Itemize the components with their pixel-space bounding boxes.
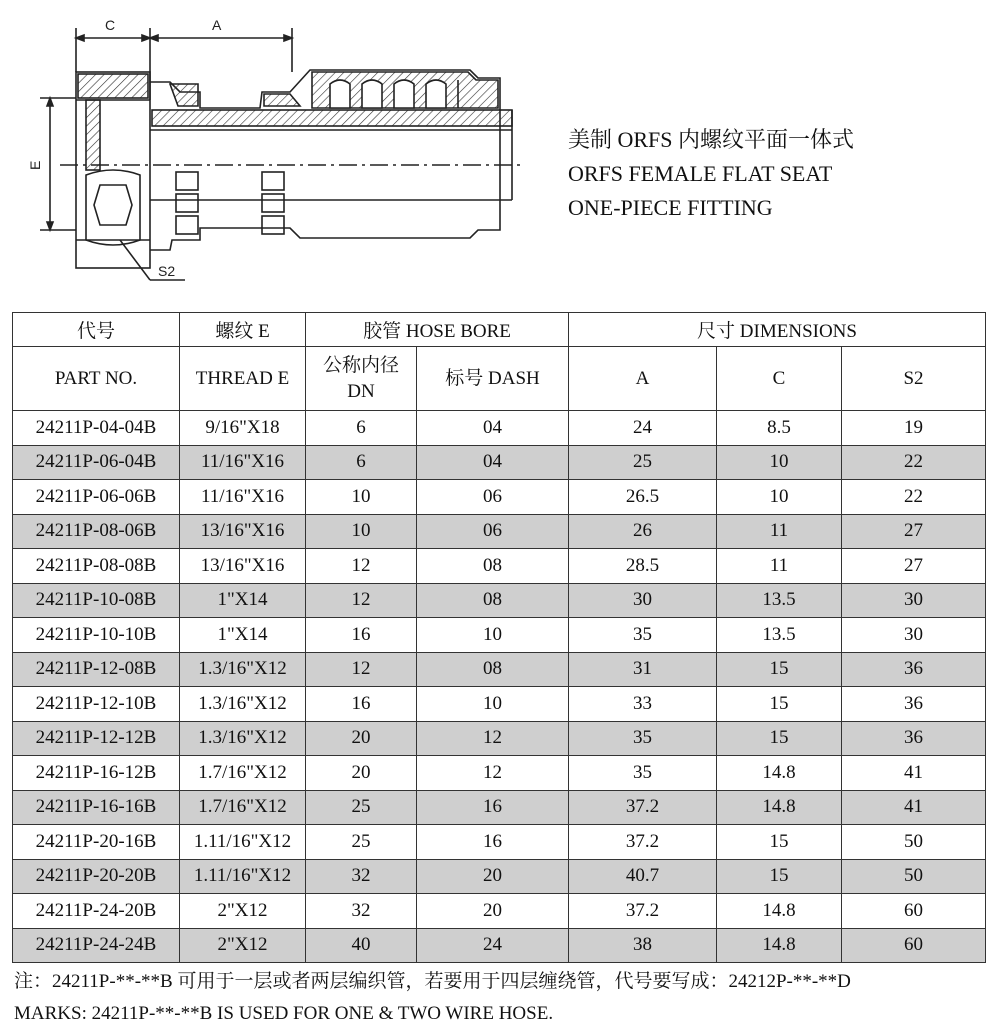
dash-cell: 04 [417, 411, 569, 446]
dash-cell: 16 [417, 790, 569, 825]
dim-c-cell: 14.8 [717, 928, 842, 963]
thread-cell: 11/16"X16 [180, 445, 306, 480]
dn-cell: 12 [306, 652, 417, 687]
table-row [13, 480, 986, 515]
header-part-no: PART NO. [13, 347, 180, 411]
dim-c-cell: 15 [717, 652, 842, 687]
dn-cell: 32 [306, 859, 417, 894]
table-row [13, 721, 986, 756]
dash-cell: 10 [417, 618, 569, 653]
dim-a-cell: 26.5 [569, 480, 717, 515]
dim-s2-cell: 27 [842, 549, 986, 584]
header-dn [306, 347, 417, 411]
dn-cell: 6 [306, 445, 417, 480]
dim-a-cell: 35 [569, 721, 717, 756]
dn-cell: 16 [306, 687, 417, 722]
note-chinese: 注：24211P-**-**B 可用于一层或者两层编织管，若要用于四层缠绕管，代号要写成：24212P-**-**D [14, 971, 851, 992]
dn-cell: 10 [306, 514, 417, 549]
dim-a-cell: 28.5 [569, 549, 717, 584]
header-a: A [569, 347, 717, 411]
header-dn-code: DN [347, 380, 375, 402]
part-no-cell: 24211P-10-08B [13, 583, 180, 618]
dn-cell: 12 [306, 583, 417, 618]
dim-label-c: C [105, 17, 116, 33]
dim-s2-cell: 22 [842, 480, 986, 515]
part-no-cell: 24211P-10-10B [13, 618, 180, 653]
part-no-cell: 24211P-20-20B [13, 859, 180, 894]
dash-cell: 08 [417, 652, 569, 687]
dn-cell: 40 [306, 928, 417, 963]
dim-s2-cell: 50 [842, 859, 986, 894]
dim-s2-cell: 50 [842, 825, 986, 860]
thread-cell: 1"X14 [180, 618, 306, 653]
dim-c-cell: 15 [717, 721, 842, 756]
spec-table-body [13, 411, 986, 963]
dash-cell: 20 [417, 859, 569, 894]
dim-label-e: E [27, 160, 43, 170]
dim-a-cell: 30 [569, 583, 717, 618]
part-no-cell: 24211P-24-24B [13, 928, 180, 963]
table-row [13, 756, 986, 791]
dim-c-cell: 10 [717, 480, 842, 515]
thread-cell: 1.11/16"X12 [180, 825, 306, 860]
column-header-row [13, 347, 986, 411]
dim-a-cell: 35 [569, 618, 717, 653]
table-row [13, 928, 986, 963]
thread-cell: 1.7/16"X12 [180, 790, 306, 825]
part-no-cell: 24211P-04-04B [13, 411, 180, 446]
dim-s2-cell: 36 [842, 652, 986, 687]
dim-s2-cell: 19 [842, 411, 986, 446]
fitting-outline [40, 28, 512, 280]
table-row [13, 514, 986, 549]
dim-c-cell: 13.5 [717, 583, 842, 618]
dn-cell: 6 [306, 411, 417, 446]
dim-c-cell: 10 [717, 445, 842, 480]
dim-a-cell: 40.7 [569, 859, 717, 894]
dim-c-cell: 14.8 [717, 756, 842, 791]
header-thread: 螺纹 E [180, 313, 306, 347]
header-dimensions: 尺寸 DIMENSIONS [569, 313, 986, 347]
dim-c-cell: 11 [717, 514, 842, 549]
dim-a-cell: 37.2 [569, 825, 717, 860]
table-row [13, 583, 986, 618]
part-no-cell: 24211P-24-20B [13, 894, 180, 929]
dash-cell: 06 [417, 514, 569, 549]
dim-c-cell: 15 [717, 687, 842, 722]
dn-cell: 12 [306, 549, 417, 584]
dn-cell: 20 [306, 721, 417, 756]
dn-cell: 16 [306, 618, 417, 653]
thread-cell: 1.3/16"X12 [180, 687, 306, 722]
dim-a-cell: 37.2 [569, 894, 717, 929]
notes [14, 966, 851, 1030]
thread-cell: 13/16"X16 [180, 549, 306, 584]
dn-cell: 10 [306, 480, 417, 515]
thread-cell: 2"X12 [180, 894, 306, 929]
table-row [13, 894, 986, 929]
dn-cell: 25 [306, 825, 417, 860]
dim-a-cell: 33 [569, 687, 717, 722]
table-row [13, 825, 986, 860]
dash-cell: 08 [417, 583, 569, 618]
title-english-line1: ORFS FEMALE FLAT SEAT [568, 161, 833, 186]
note-english: MARKS: 24211P-**-**B IS USED FOR ONE & TWO WIRE HOSE. [14, 1003, 554, 1024]
table-row [13, 652, 986, 687]
dim-s2-cell: 36 [842, 721, 986, 756]
dim-s2-cell: 60 [842, 894, 986, 929]
thread-cell: 9/16"X18 [180, 411, 306, 446]
dim-label-a: A [212, 17, 222, 33]
dash-cell: 24 [417, 928, 569, 963]
dash-cell: 16 [417, 825, 569, 860]
dn-cell: 32 [306, 894, 417, 929]
header-dash: 标号 DASH [417, 347, 569, 411]
dim-c-cell: 15 [717, 859, 842, 894]
dim-s2-cell: 30 [842, 583, 986, 618]
table-row [13, 790, 986, 825]
header-s2: S2 [842, 347, 986, 411]
table-row [13, 859, 986, 894]
dash-cell: 08 [417, 549, 569, 584]
dim-c-cell: 15 [717, 825, 842, 860]
header-hose-bore: 胶管 HOSE BORE [306, 313, 569, 347]
header-c: C [717, 347, 842, 411]
dash-cell: 06 [417, 480, 569, 515]
title-chinese: 美制 ORFS 内螺纹平面一体式 [568, 127, 855, 152]
thread-cell: 1.3/16"X12 [180, 721, 306, 756]
part-no-cell: 24211P-12-12B [13, 721, 180, 756]
table-row [13, 411, 986, 446]
thread-cell: 1.11/16"X12 [180, 859, 306, 894]
dash-cell: 12 [417, 756, 569, 791]
dim-c-cell: 13.5 [717, 618, 842, 653]
product-title [568, 123, 854, 225]
dn-cell: 20 [306, 756, 417, 791]
dim-a-cell: 38 [569, 928, 717, 963]
thread-cell: 11/16"X16 [180, 480, 306, 515]
dim-s2-cell: 22 [842, 445, 986, 480]
thread-cell: 1"X14 [180, 583, 306, 618]
dim-s2-cell: 27 [842, 514, 986, 549]
part-no-cell: 24211P-16-12B [13, 756, 180, 791]
dim-a-cell: 31 [569, 652, 717, 687]
table-row [13, 618, 986, 653]
dn-cell: 25 [306, 790, 417, 825]
dim-a-cell: 35 [569, 756, 717, 791]
dim-s2-cell: 41 [842, 756, 986, 791]
table-row [13, 549, 986, 584]
part-no-cell: 24211P-12-10B [13, 687, 180, 722]
dim-a-cell: 26 [569, 514, 717, 549]
dim-label-s2: S2 [158, 263, 176, 279]
dash-cell: 20 [417, 894, 569, 929]
header-dn-chinese: 公称内径 [322, 354, 399, 376]
dash-cell: 12 [417, 721, 569, 756]
dim-a-cell: 24 [569, 411, 717, 446]
header-thread-e: THREAD E [180, 347, 306, 411]
dim-c-cell: 14.8 [717, 894, 842, 929]
header-code: 代号 [13, 313, 180, 347]
spec-table [12, 312, 986, 963]
part-no-cell: 24211P-12-08B [13, 652, 180, 687]
thread-cell: 1.3/16"X12 [180, 652, 306, 687]
dim-c-cell: 14.8 [717, 790, 842, 825]
part-no-cell: 24211P-08-06B [13, 514, 180, 549]
dim-c-cell: 8.5 [717, 411, 842, 446]
dim-s2-cell: 36 [842, 687, 986, 722]
dim-s2-cell: 41 [842, 790, 986, 825]
dim-c-cell: 11 [717, 549, 842, 584]
table-row [13, 445, 986, 480]
table-row [13, 687, 986, 722]
group-header-row [13, 313, 986, 347]
dim-a-cell: 25 [569, 445, 717, 480]
part-no-cell: 24211P-06-06B [13, 480, 180, 515]
dim-a-cell: 37.2 [569, 790, 717, 825]
part-no-cell: 24211P-16-16B [13, 790, 180, 825]
title-english-line2: ONE-PIECE FITTING [568, 195, 773, 220]
dim-s2-cell: 60 [842, 928, 986, 963]
thread-cell: 2"X12 [180, 928, 306, 963]
dim-s2-cell: 30 [842, 618, 986, 653]
fitting-drawing [0, 0, 560, 300]
part-no-cell: 24211P-20-16B [13, 825, 180, 860]
dash-cell: 04 [417, 445, 569, 480]
part-no-cell: 24211P-06-04B [13, 445, 180, 480]
part-no-cell: 24211P-08-08B [13, 549, 180, 584]
thread-cell: 1.7/16"X12 [180, 756, 306, 791]
dash-cell: 10 [417, 687, 569, 722]
thread-cell: 13/16"X16 [180, 514, 306, 549]
